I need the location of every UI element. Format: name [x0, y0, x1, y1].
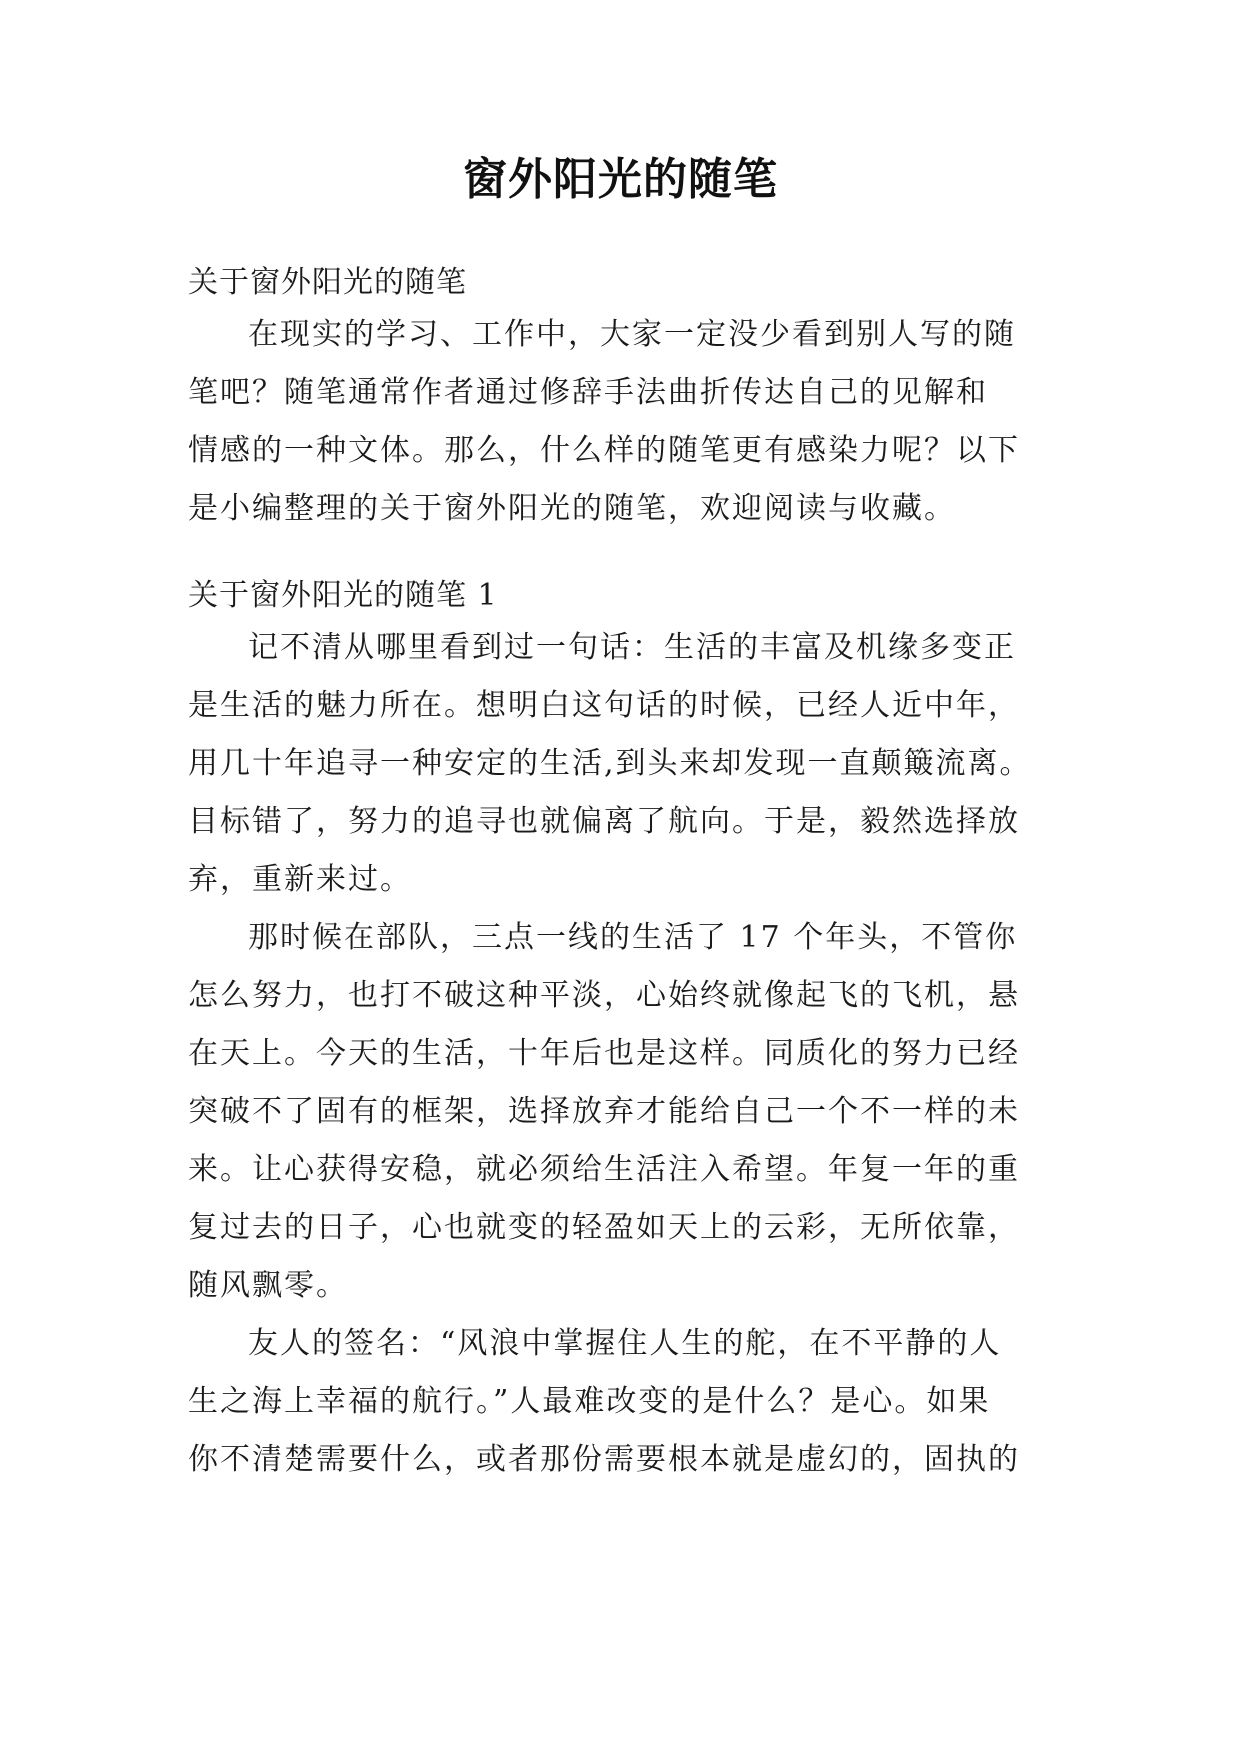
- paragraph-line: 弃，重新来过。: [188, 862, 412, 897]
- paragraph-line: 来。让心获得安稳，就必须给生活注入希望。年复一年的重: [188, 1152, 1020, 1187]
- paragraph-line: 那时候在部队，三点一线的生活了 17 个年头，不管你: [248, 920, 1018, 955]
- section-heading-1: 关于窗外阳光的随笔 1: [188, 578, 498, 613]
- paragraph-3: [188, 1315, 1054, 1489]
- paragraph-line: 用几十年追寻一种安定的生活,到头来却发现一直颠簸流离。: [188, 746, 1032, 781]
- paragraph-2: [188, 909, 1054, 1315]
- intro-line: 在现实的学习、工作中，大家一定没少看到别人写的随: [248, 317, 1016, 352]
- paragraph-line: 你不清楚需要什么，或者那份需要根本就是虚幻的，固执的: [188, 1442, 1020, 1477]
- paragraph-line: 生之海上幸福的航行。”人最难改变的是什么？是心。如果: [188, 1384, 991, 1419]
- intro-line: 是小编整理的关于窗外阳光的随笔，欢迎阅读与收藏。: [188, 491, 956, 526]
- paragraph-line: 复过去的日子，心也就变的轻盈如天上的云彩，无所依靠，: [188, 1210, 1020, 1245]
- paragraph-line: 目标错了，努力的追寻也就偏离了航向。于是，毅然选择放: [188, 804, 1020, 839]
- intro-paragraph: [188, 306, 1054, 538]
- paragraph-line: 友人的签名：“风浪中掌握住人生的舵，在不平静的人: [248, 1326, 1002, 1361]
- intro-line: 笔吧？随笔通常作者通过修辞手法曲折传达自己的见解和: [188, 375, 988, 410]
- document-title: 窗外阳光的随笔: [463, 154, 778, 205]
- intro-line: 情感的一种文体。那么，什么样的随笔更有感染力呢？以下: [188, 433, 1020, 468]
- paragraph-line: 怎么努力，也打不破这种平淡，心始终就像起飞的飞机，悬: [188, 978, 1020, 1013]
- document-subtitle: 关于窗外阳光的随笔: [188, 265, 467, 300]
- paragraph-line: 在天上。今天的生活，十年后也是这样。同质化的努力已经: [188, 1036, 1020, 1071]
- paragraph-line: 突破不了固有的框架，选择放弃才能给自己一个不一样的未: [188, 1094, 1020, 1129]
- paragraph-line: 是生活的魅力所在。想明白这句话的时候，已经人近中年，: [188, 688, 1020, 723]
- paragraph-line: 随风飘零。: [188, 1268, 348, 1303]
- paragraph-1: [188, 619, 1054, 909]
- paragraph-line: 记不清从哪里看到过一句话：生活的丰富及机缘多变正: [248, 630, 1016, 665]
